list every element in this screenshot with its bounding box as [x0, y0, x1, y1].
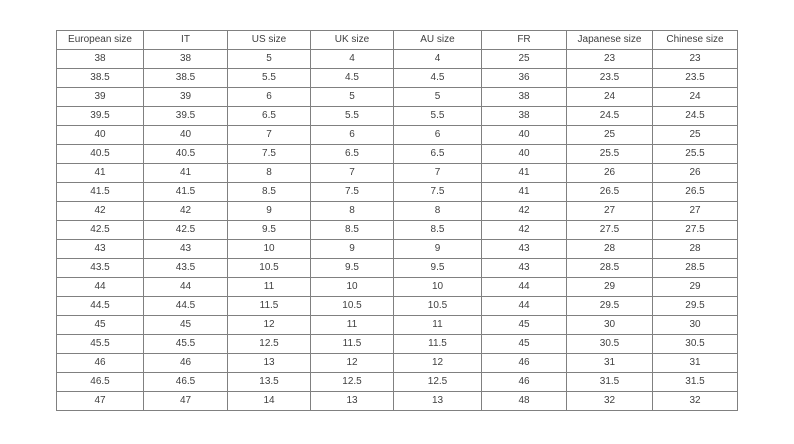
table-cell: 7.5 [311, 183, 394, 202]
table-cell: 6 [311, 126, 394, 145]
table-cell: 9.5 [228, 221, 311, 240]
table-cell: 10.5 [394, 297, 482, 316]
table-cell: 41 [482, 183, 567, 202]
table-row [57, 373, 738, 392]
table-cell: 23 [567, 50, 653, 69]
table-cell: 30 [567, 316, 653, 335]
table-cell: 13 [311, 392, 394, 411]
table-cell: 11 [228, 278, 311, 297]
table-cell: 14 [228, 392, 311, 411]
table-row [57, 316, 738, 335]
table-cell: 26.5 [567, 183, 653, 202]
table-cell: 40 [144, 126, 228, 145]
table-cell: 41 [57, 164, 144, 183]
table-cell: 42 [482, 202, 567, 221]
table-row [57, 335, 738, 354]
table-cell: 29 [567, 278, 653, 297]
table-cell: 44 [144, 278, 228, 297]
table-cell: 25.5 [567, 145, 653, 164]
table-cell: 11.5 [228, 297, 311, 316]
table-cell: 9.5 [394, 259, 482, 278]
table-cell: 46 [144, 354, 228, 373]
table-cell: 7.5 [228, 145, 311, 164]
table-cell: 44.5 [144, 297, 228, 316]
table-cell: 30 [653, 316, 738, 335]
table-cell: 40 [482, 126, 567, 145]
table-cell: 5.5 [228, 69, 311, 88]
table-cell: 42 [144, 202, 228, 221]
column-header: UK size [311, 31, 394, 50]
table-cell: 46.5 [144, 373, 228, 392]
table-cell: 25 [653, 126, 738, 145]
table-cell: 41 [482, 164, 567, 183]
table-cell: 7 [228, 126, 311, 145]
table-cell: 23.5 [653, 69, 738, 88]
table-cell: 31.5 [567, 373, 653, 392]
table-cell: 38 [482, 107, 567, 126]
table-cell: 31 [567, 354, 653, 373]
table-cell: 6.5 [228, 107, 311, 126]
table-cell: 8.5 [228, 183, 311, 202]
table-cell: 43 [144, 240, 228, 259]
table-cell: 12 [228, 316, 311, 335]
table-cell: 11.5 [311, 335, 394, 354]
table-cell: 38 [144, 50, 228, 69]
table-cell: 45 [144, 316, 228, 335]
table-cell: 45 [482, 316, 567, 335]
table-cell: 32 [567, 392, 653, 411]
table-cell: 24 [567, 88, 653, 107]
table-row [57, 221, 738, 240]
column-header: Chinese size [653, 31, 738, 50]
column-header: IT [144, 31, 228, 50]
table-cell: 31.5 [653, 373, 738, 392]
table-cell: 9 [311, 240, 394, 259]
table-cell: 42.5 [144, 221, 228, 240]
table-cell: 24 [653, 88, 738, 107]
table-cell: 25 [567, 126, 653, 145]
table-cell: 4 [311, 50, 394, 69]
table-row [57, 202, 738, 221]
table-cell: 47 [57, 392, 144, 411]
table-row [57, 392, 738, 411]
column-header: US size [228, 31, 311, 50]
table-cell: 38.5 [144, 69, 228, 88]
table-cell: 25 [482, 50, 567, 69]
table-row [57, 69, 738, 88]
table-cell: 9.5 [311, 259, 394, 278]
table-cell: 27 [567, 202, 653, 221]
table-cell: 9 [394, 240, 482, 259]
table-cell: 42 [482, 221, 567, 240]
table-cell: 42.5 [57, 221, 144, 240]
table-cell: 7.5 [394, 183, 482, 202]
table-cell: 12.5 [394, 373, 482, 392]
column-header: European size [57, 31, 144, 50]
table-cell: 40.5 [144, 145, 228, 164]
table-cell: 44 [57, 278, 144, 297]
table-cell: 25.5 [653, 145, 738, 164]
table-cell: 29.5 [653, 297, 738, 316]
table-cell: 6 [394, 126, 482, 145]
table-row [57, 126, 738, 145]
table-cell: 28.5 [653, 259, 738, 278]
table-cell: 28.5 [567, 259, 653, 278]
table-cell: 5 [394, 88, 482, 107]
table-row [57, 107, 738, 126]
table-cell: 48 [482, 392, 567, 411]
table-cell: 32 [653, 392, 738, 411]
table-cell: 4.5 [311, 69, 394, 88]
table-cell: 5.5 [394, 107, 482, 126]
table-cell: 44 [482, 278, 567, 297]
table-cell: 12.5 [311, 373, 394, 392]
table-cell: 45 [482, 335, 567, 354]
table-cell: 23.5 [567, 69, 653, 88]
table-cell: 41 [144, 164, 228, 183]
table-row [57, 183, 738, 202]
table-cell: 43 [482, 240, 567, 259]
table-cell: 26.5 [653, 183, 738, 202]
table-row [57, 240, 738, 259]
table-cell: 6.5 [311, 145, 394, 164]
table-cell: 31 [653, 354, 738, 373]
table-cell: 40 [482, 145, 567, 164]
table-cell: 28 [567, 240, 653, 259]
table-cell: 46 [482, 373, 567, 392]
table-cell: 4 [394, 50, 482, 69]
table-cell: 11 [394, 316, 482, 335]
table-row [57, 354, 738, 373]
table-cell: 12.5 [228, 335, 311, 354]
table-cell: 24.5 [567, 107, 653, 126]
table-cell: 29 [653, 278, 738, 297]
table-cell: 10 [394, 278, 482, 297]
table-cell: 45.5 [57, 335, 144, 354]
table-cell: 5.5 [311, 107, 394, 126]
table-cell: 40.5 [57, 145, 144, 164]
column-header: Japanese size [567, 31, 653, 50]
table-cell: 27.5 [567, 221, 653, 240]
table-cell: 8.5 [311, 221, 394, 240]
table-cell: 40 [57, 126, 144, 145]
table-cell: 43.5 [57, 259, 144, 278]
table-cell: 30.5 [567, 335, 653, 354]
table-cell: 43 [57, 240, 144, 259]
table-cell: 39 [57, 88, 144, 107]
table-cell: 39.5 [144, 107, 228, 126]
table-row [57, 145, 738, 164]
table-cell: 11.5 [394, 335, 482, 354]
table-cell: 38.5 [57, 69, 144, 88]
table-row [57, 50, 738, 69]
table-cell: 7 [311, 164, 394, 183]
table-cell: 5 [228, 50, 311, 69]
table-cell: 23 [653, 50, 738, 69]
table-cell: 13 [394, 392, 482, 411]
table-cell: 6.5 [394, 145, 482, 164]
table-cell: 10 [228, 240, 311, 259]
table-cell: 10 [311, 278, 394, 297]
table-row [57, 88, 738, 107]
table-cell: 13.5 [228, 373, 311, 392]
table-cell: 45.5 [144, 335, 228, 354]
table-cell: 24.5 [653, 107, 738, 126]
table-cell: 10.5 [311, 297, 394, 316]
table-cell: 27.5 [653, 221, 738, 240]
table-cell: 45 [57, 316, 144, 335]
table-cell: 28 [653, 240, 738, 259]
table-row [57, 259, 738, 278]
table-cell: 12 [311, 354, 394, 373]
table-row [57, 297, 738, 316]
table-cell: 46 [482, 354, 567, 373]
table-cell: 12 [394, 354, 482, 373]
table-cell: 13 [228, 354, 311, 373]
table-cell: 8 [311, 202, 394, 221]
column-header: AU size [394, 31, 482, 50]
table-cell: 30.5 [653, 335, 738, 354]
table-header-row [57, 31, 738, 50]
column-header: FR [482, 31, 567, 50]
table-cell: 43.5 [144, 259, 228, 278]
table-cell: 41.5 [144, 183, 228, 202]
table-cell: 5 [311, 88, 394, 107]
table-cell: 36 [482, 69, 567, 88]
table-cell: 43 [482, 259, 567, 278]
table-row [57, 164, 738, 183]
table-cell: 46.5 [57, 373, 144, 392]
table-cell: 6 [228, 88, 311, 107]
table-cell: 26 [653, 164, 738, 183]
table-cell: 41.5 [57, 183, 144, 202]
table-cell: 39 [144, 88, 228, 107]
table-cell: 46 [57, 354, 144, 373]
table-cell: 44.5 [57, 297, 144, 316]
table-cell: 9 [228, 202, 311, 221]
table-cell: 38 [57, 50, 144, 69]
table-row [57, 278, 738, 297]
table-cell: 29.5 [567, 297, 653, 316]
table-cell: 8 [394, 202, 482, 221]
table-cell: 8 [228, 164, 311, 183]
table-cell: 7 [394, 164, 482, 183]
table-cell: 10.5 [228, 259, 311, 278]
table-cell: 47 [144, 392, 228, 411]
shoe-size-conversion-table [56, 30, 738, 411]
table-cell: 26 [567, 164, 653, 183]
table-cell: 27 [653, 202, 738, 221]
table-cell: 39.5 [57, 107, 144, 126]
table-cell: 4.5 [394, 69, 482, 88]
table-cell: 42 [57, 202, 144, 221]
table-cell: 38 [482, 88, 567, 107]
table-cell: 44 [482, 297, 567, 316]
table-cell: 8.5 [394, 221, 482, 240]
table-cell: 11 [311, 316, 394, 335]
